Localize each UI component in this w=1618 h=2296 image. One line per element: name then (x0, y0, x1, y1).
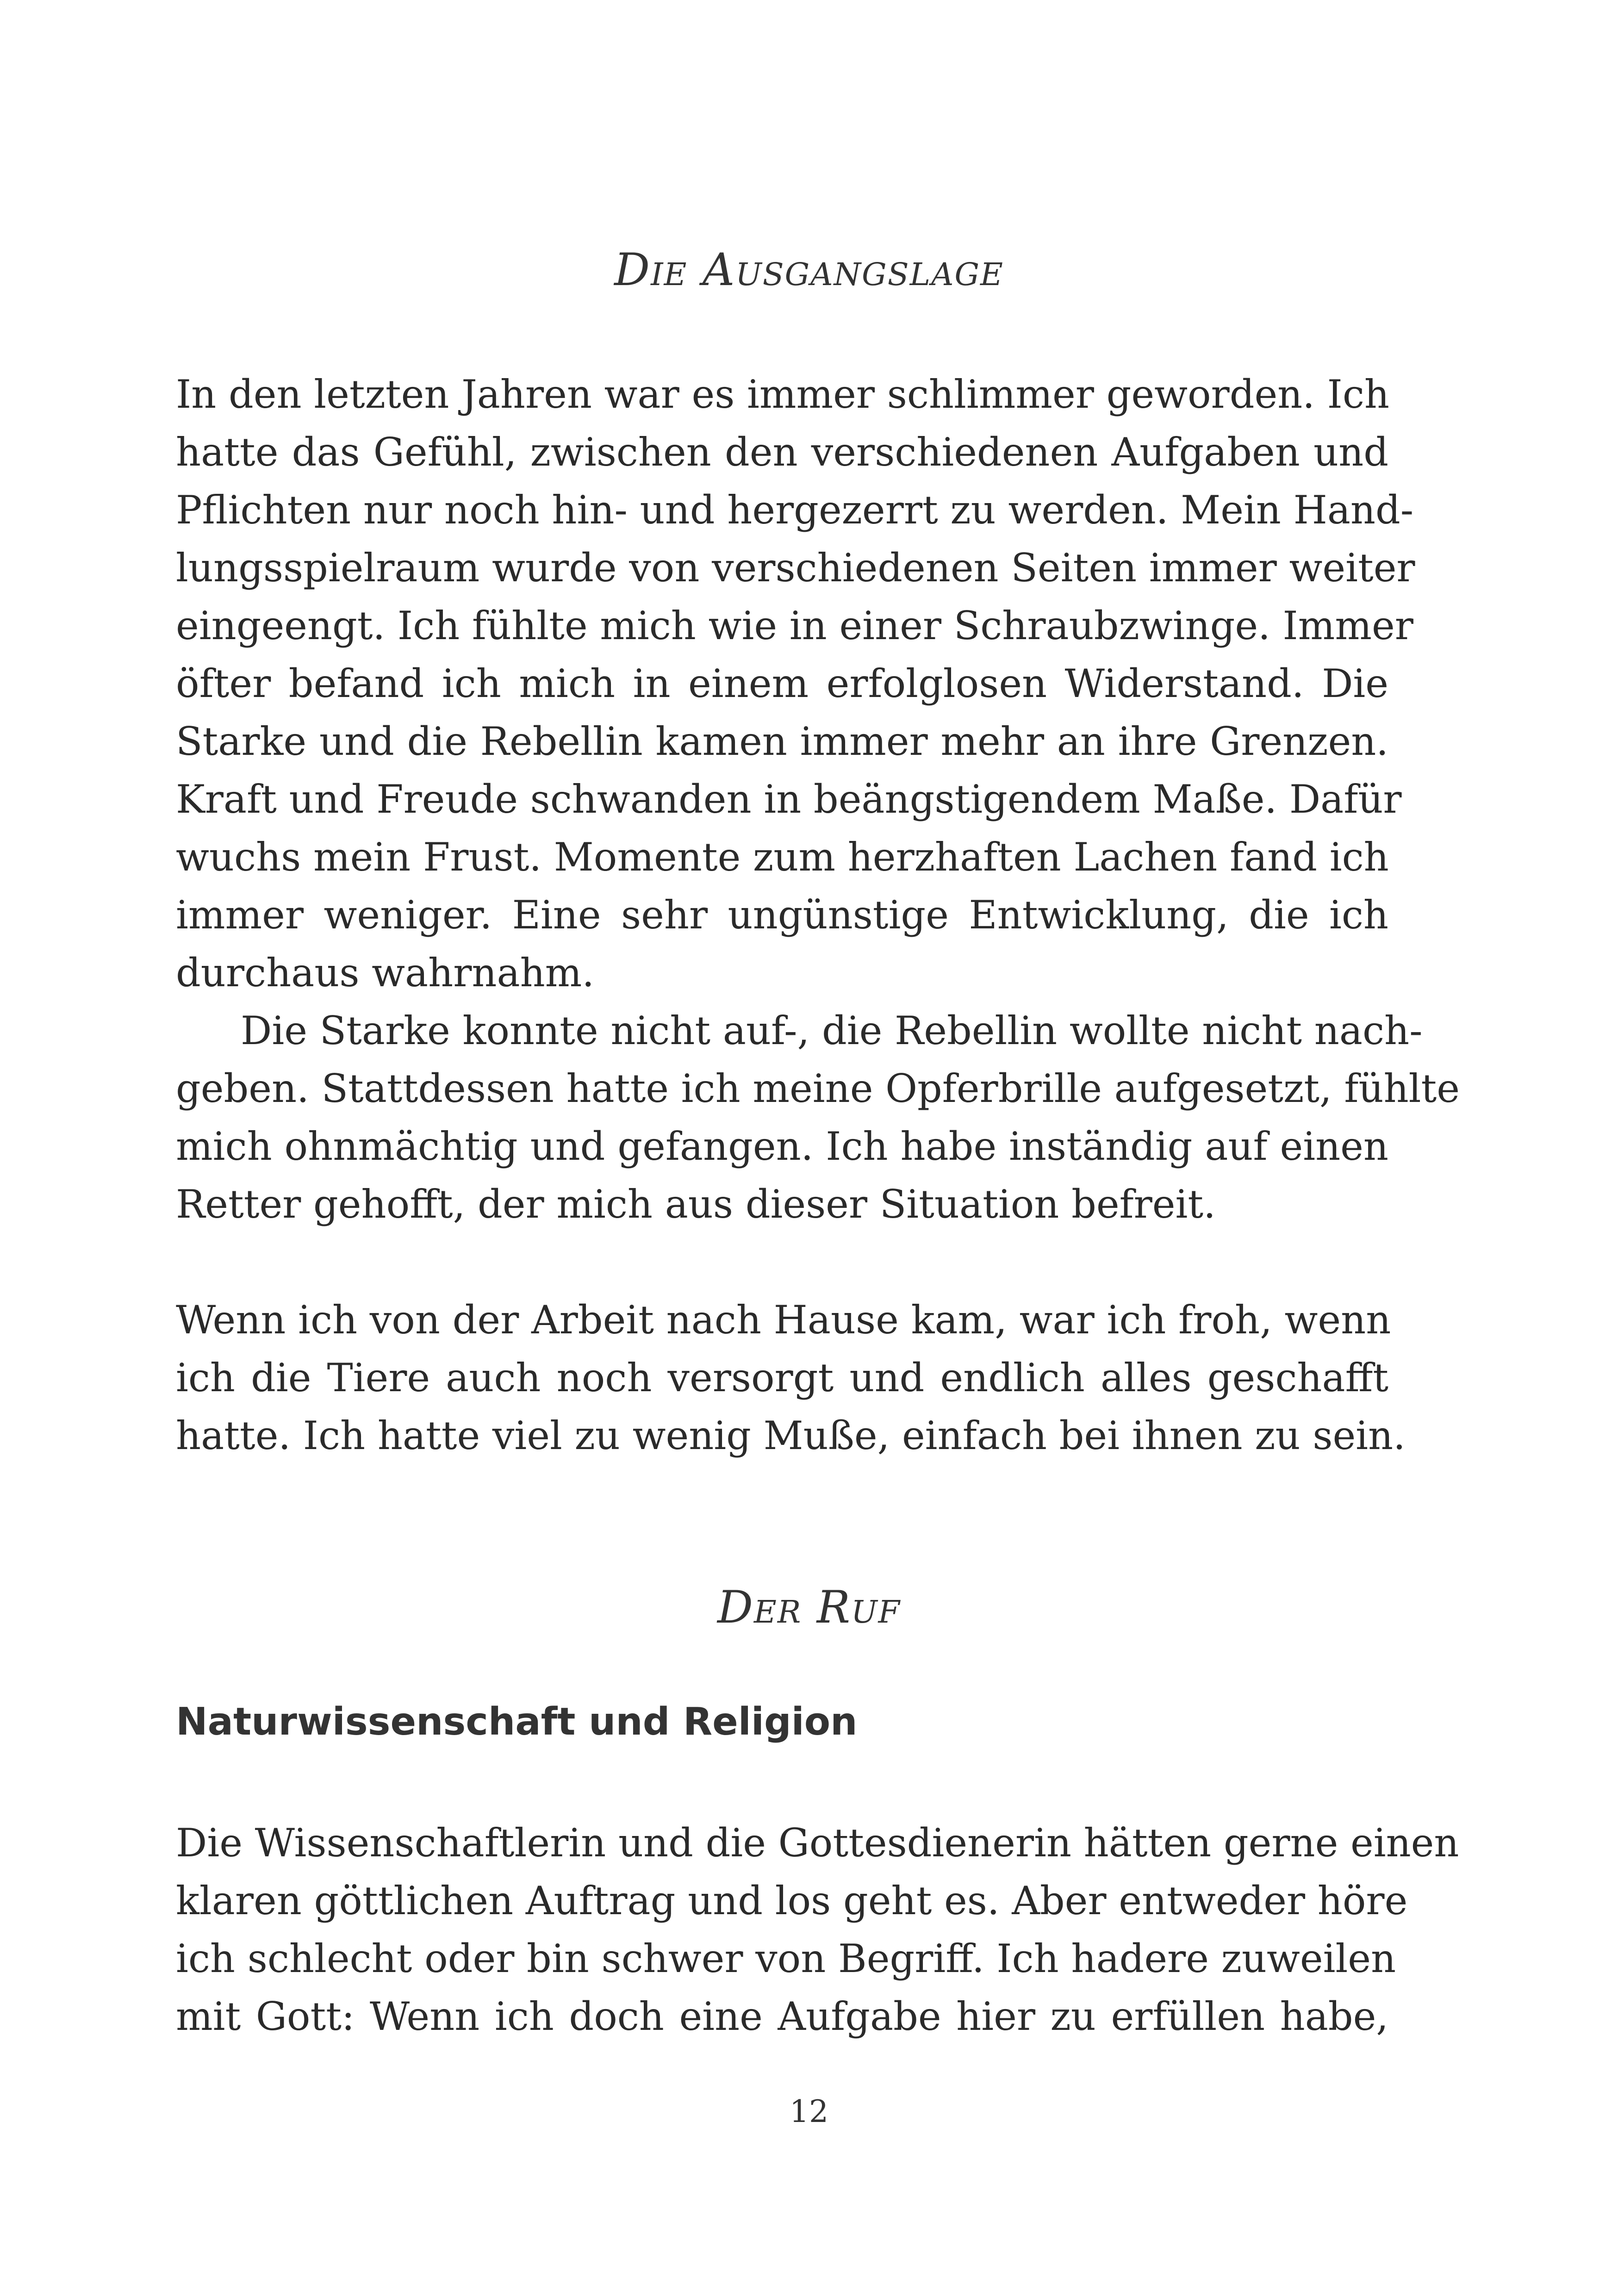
page-number: 12 (790, 2094, 828, 2129)
text-line: Wenn ich von der Arbeit nach Hause kam, war ich froh, wenn (176, 1297, 1391, 1343)
text-line: immer weniger. Eine sehr ungünstige Entwicklung, die ich (176, 892, 1388, 938)
text-line: klaren göttlichen Auftrag und los geht es. Aber entweder höre (176, 1878, 1408, 1923)
text-line: wuchs mein Frust. Momente zum herzhaften Lachen fand ich (176, 834, 1389, 880)
text-line: öfter befand ich mich in einem erfolglosen Widerstand. Die (176, 661, 1388, 706)
text-line: hatte. Ich hatte viel zu wenig Muße, einfach bei ihnen zu sein. (176, 1413, 1406, 1458)
text-line: hatte das Gefühl, zwischen den verschiedenen Aufgaben und (176, 429, 1388, 475)
text-line: mit Gott: Wenn ich doch eine Aufgabe hier zu erfüllen habe, (176, 1994, 1388, 2039)
text-line: durchaus wahrnahm. (176, 950, 595, 996)
text-line: Die Wissenschaftlerin und die Gottesdienerin hätten gerne einen (176, 1820, 1459, 1866)
section-title-ruf: Der Ruf (717, 1581, 901, 1633)
text-line: geben. Stattdessen hatte ich meine Opferbrille aufgesetzt, fühlte (176, 1066, 1460, 1111)
text-line: eingeengt. Ich fühlte mich wie in einer Schraubzwinge. Immer (176, 603, 1413, 648)
text-line: Starke und die Rebellin kamen immer mehr an ihre Grenzen. (176, 719, 1388, 764)
text-line: In den letzten Jahren war es immer schlimmer geworden. Ich (176, 372, 1390, 417)
paragraph-ausgangslage-2 (176, 1002, 1460, 1233)
paragraph-ausgangslage-3 (176, 1291, 1406, 1465)
paragraph-ausgangslage-1 (176, 366, 1415, 1002)
paragraph-ruf-1 (176, 1814, 1459, 2046)
text-line: Pflichten nur noch hin- und hergezerrt zu werden. Mein Hand- (176, 487, 1414, 533)
text-line: mich ohnmächtig und gefangen. Ich habe inständig auf einen (176, 1124, 1388, 1169)
text-line: Die Starke konnte nicht auf-, die Rebellin wollte nicht nach- (241, 1008, 1423, 1053)
text-line: ich die Tiere auch noch versorgt und endlich alles geschafft (176, 1355, 1388, 1400)
text-line: Kraft und Freude schwanden in beängstigendem Maße. Dafür (176, 777, 1402, 822)
text-line: lungsspielraum wurde von verschiedenen Seiten immer weiter (176, 545, 1415, 591)
text-line: Retter gehofft, der mich aus dieser Situation befreit. (176, 1182, 1216, 1227)
subheading-naturwissenschaft: Naturwissenschaft und Religion (176, 1700, 858, 1744)
text-line: ich schlecht oder bin schwer von Begriff. Ich hadere zuweilen (176, 1936, 1396, 1981)
section-title-ausgangslage: Die Ausgangslage (614, 244, 1004, 296)
